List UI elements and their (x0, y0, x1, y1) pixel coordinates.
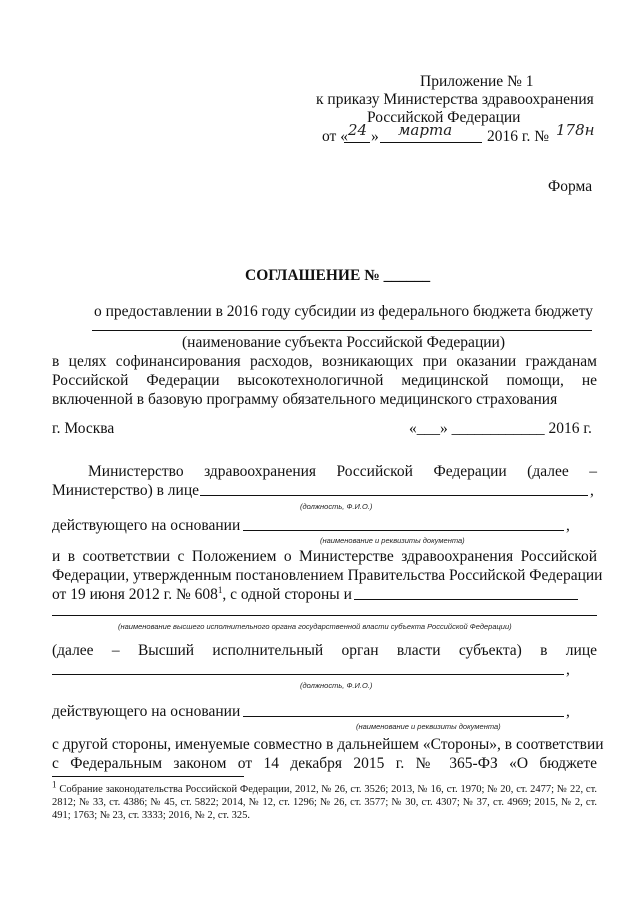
para4-line2: с Федеральным законом от 14 декабря 2015 г. № 365-ФЗ «О бюджете (52, 755, 597, 772)
position-name-caption: (должность, Ф.И.О.) (300, 502, 373, 511)
comma: , (566, 517, 570, 534)
para1-line2: Министерство) в лице (52, 482, 200, 499)
handwritten-order-number: 178н (556, 121, 595, 139)
para2-line1: и в соответствии с Положением о Министерстве здравоохранения Российской (52, 548, 597, 565)
para2-line3 (52, 585, 352, 604)
para3-line1: (далее – Высший исполнительный орган власти субъекта) в лице (52, 642, 597, 659)
month-underline (380, 142, 482, 143)
decree-reference: от 19 июня 2012 г. № 608 (52, 586, 218, 603)
date-prefix: от « (322, 128, 348, 145)
footnote-mark[interactable]: 1 (217, 584, 223, 595)
agreement-subtitle: о предоставлении в 2016 году субсидии из федерального бюджета бюджету (94, 303, 593, 320)
handwritten-day: 24 (348, 121, 368, 139)
year-number-label: 2016 г. № (487, 128, 550, 145)
appendix-number: Приложение № 1 (420, 73, 534, 90)
document-caption: (наименование и реквизиты документа) (356, 722, 501, 731)
subject-name-field[interactable] (92, 330, 592, 331)
purpose-line-1: в целях софинансирования расходов, возникающих при оказании гражданам (52, 353, 597, 370)
document-caption: (наименование и реквизиты документа) (320, 536, 465, 545)
footnote-number: 1 (52, 779, 57, 790)
para1-line1: Министерство здравоохранения Российской Федерации (далее – (88, 463, 597, 480)
one-side-text: , с одной стороны и (222, 586, 352, 603)
comma: , (566, 661, 570, 678)
ministry-representative-field[interactable] (200, 495, 588, 496)
acting-basis-label: действующего на основании (52, 703, 241, 720)
footnote-text: Собрание законодательства Российской Федерации, 2012, № 26, ст. 3526; 2013, № 16, ст. 1970; № 20, ст. 2477; № 22, ст. 2812; № 33, ст. 4386; № 45, ст. 5822; 2014, № 12, ст. 1296; № 26, ст. 3577; № 30, ст. 4307; № 37, ст. 4969; 2015, № 2, ст. 491; 1763; № 23, ст. 3333; 2016, № 2, ст. 325. (52, 784, 597, 821)
executive-body-field-start[interactable] (354, 599, 578, 600)
comma: , (566, 703, 570, 720)
footnote (52, 779, 597, 822)
purpose-line-2: Российской Федерации высокотехнологичной медицинской помощи, не (52, 372, 597, 389)
agreement-date: «___» ____________ 2016 г. (409, 420, 592, 437)
comma: , (590, 482, 594, 499)
order-reference: к приказу Министерства здравоохранения (316, 91, 594, 108)
position-name-caption: (должность, Ф.И.О.) (300, 681, 373, 690)
executive-body-caption: (наименование высшего исполнительного органа государственной власти субъекта Российской Федерации) (118, 622, 512, 631)
handwritten-month: марта (398, 121, 453, 139)
footnote-separator (52, 776, 244, 777)
para4-line1: с другой стороны, именуемые совместно в дальнейшем «Стороны», в соответствии (52, 736, 604, 753)
agreement-title: СОГЛАШЕНИЕ № ______ (245, 267, 431, 284)
city: г. Москва (52, 420, 115, 437)
para2-line2: Федерации, утвержденным постановлением Правительства Российской Федерации (52, 567, 603, 584)
day-underline (344, 142, 370, 143)
purpose-line-3: включенной в базовую программу обязательного медицинского страхования (52, 391, 558, 408)
quote-close: » (371, 128, 379, 145)
subject-name-caption: (наименование субъекта Российской Федерации) (182, 334, 505, 351)
subject-representative-field[interactable] (52, 674, 564, 675)
ministry-name: Российской Федерации (367, 109, 521, 126)
form-label: Форма (548, 178, 593, 195)
executive-body-field[interactable] (52, 615, 597, 616)
acting-basis-label: действующего на основании (52, 517, 241, 534)
